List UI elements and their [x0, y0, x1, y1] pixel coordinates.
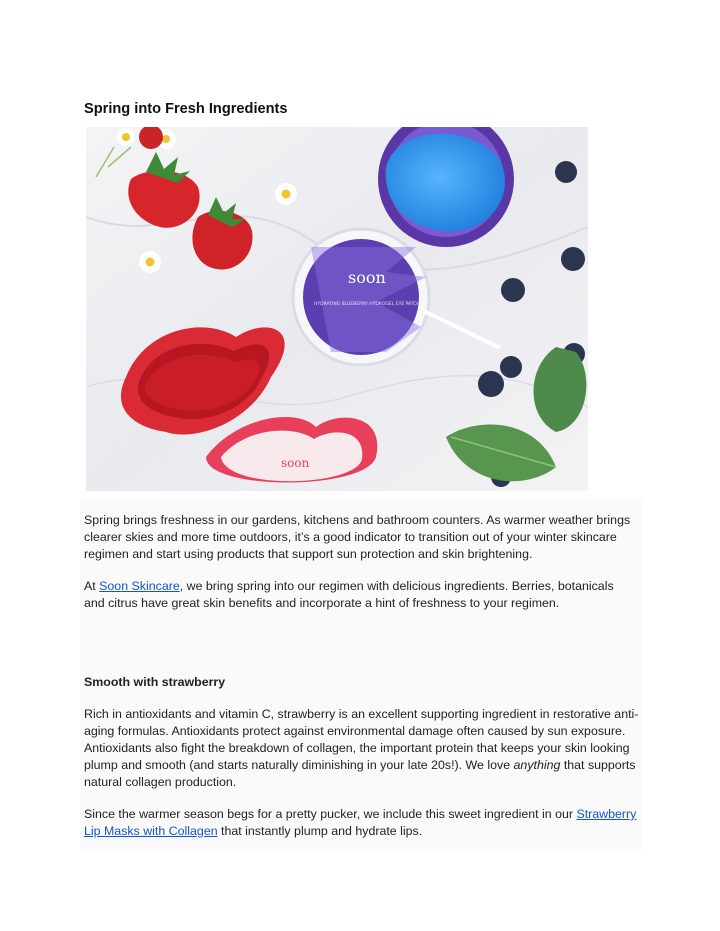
strawberry-paragraph-main: Rich in antioxidants and vitamin C, strawberry is an excellent supporting ingredient in restorative anti-aging formulas. Antioxidants protect against environmental damage often caused by sun exposure. Antioxidants also fight the breakdown of collagen, the important protein that keeps your skin looking plump and smooth (and starts naturally diminishing in your late 20s!). We love [84, 707, 639, 772]
lip-mask-paragraph-prefix: Since the warmer season begs for a pretty pucker, we include this sweet ingredient in our [84, 807, 577, 821]
jar-brand-label: soon [348, 268, 386, 287]
brand-paragraph-prefix: At [84, 579, 100, 593]
page-title: Spring into Fresh Ingredients [84, 101, 288, 117]
soon-skincare-link[interactable]: Soon Skincare [99, 579, 180, 593]
hero-image [86, 127, 588, 491]
intro-paragraph: Spring brings freshness in our gardens, kitchens and bathroom counters. As warmer weather brings clearer skies and more time outdoors, it’s a good indicator to transition out of your winter skincare regimen and start using products that support sun protection and skin brightening. [84, 513, 631, 561]
strawberry-paragraph [84, 706, 644, 791]
strawberry-paragraph-emphasis: anything [513, 758, 561, 772]
brand-paragraph-suffix: , we bring spring into our regimen with delicious ingredients. Berries, botanicals and citrus have great skin benefits and incorporate a hint of freshness to your regimen. [84, 579, 614, 610]
section-heading-strawberry: Smooth with strawberry [84, 675, 226, 689]
lip-mask-paragraph [84, 806, 644, 840]
brand-paragraph [84, 578, 614, 612]
strawberry-paragraph-end: that supports natural collagen production. [84, 758, 636, 789]
lip-mask-paragraph-suffix: that instantly plump and hydrate lips. [217, 824, 423, 838]
hero-illustration [86, 127, 588, 491]
lip-tray-brand-label: soon [281, 456, 310, 470]
jar-product-label: HYDRATING BLUEBERRY HYDROGEL EYE PATCH [314, 302, 420, 307]
strawberry-lip-masks-link[interactable]: Strawberry Lip Masks with Collagen [84, 807, 637, 838]
